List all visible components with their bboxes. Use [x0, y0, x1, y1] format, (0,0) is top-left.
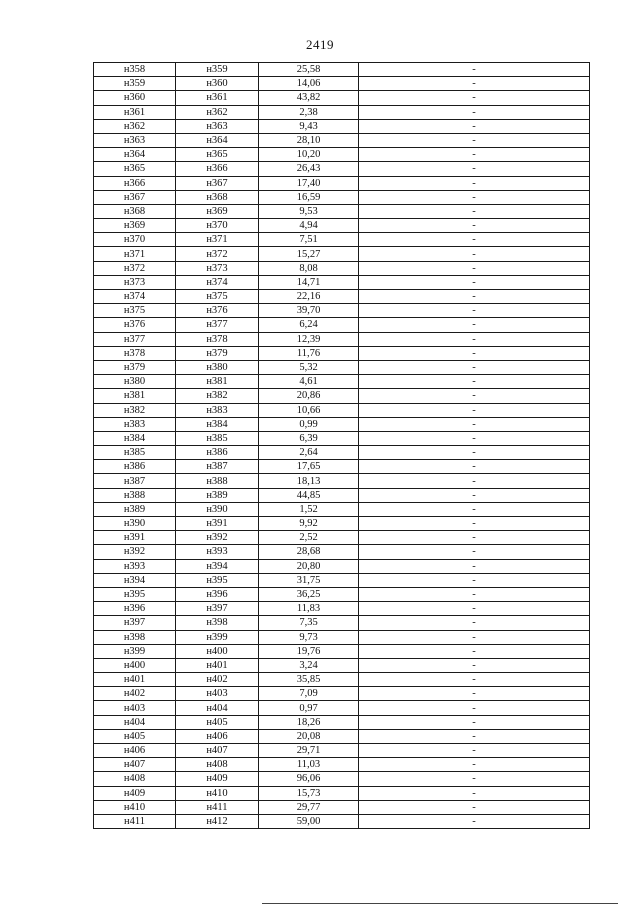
from-point-cell: н397: [94, 616, 176, 630]
from-point-cell: н378: [94, 346, 176, 360]
note-cell: -: [359, 800, 590, 814]
from-point-cell: н395: [94, 587, 176, 601]
note-cell: -: [359, 204, 590, 218]
length-cell: 29,71: [259, 744, 359, 758]
table-row: [94, 91, 590, 105]
length-cell: 7,51: [259, 233, 359, 247]
table-row: [94, 502, 590, 516]
from-point-cell: н389: [94, 502, 176, 516]
to-point-cell: н371: [176, 233, 259, 247]
to-point-cell: н373: [176, 261, 259, 275]
table-row: [94, 190, 590, 204]
table-body: [94, 63, 590, 829]
from-point-cell: н393: [94, 559, 176, 573]
from-point-cell: н410: [94, 800, 176, 814]
from-point-cell: н358: [94, 63, 176, 77]
table-row: [94, 247, 590, 261]
from-point-cell: н400: [94, 658, 176, 672]
note-cell: -: [359, 148, 590, 162]
to-point-cell: н395: [176, 573, 259, 587]
table-row: [94, 474, 590, 488]
table-row: [94, 318, 590, 332]
to-point-cell: н400: [176, 644, 259, 658]
note-cell: -: [359, 346, 590, 360]
from-point-cell: н371: [94, 247, 176, 261]
from-point-cell: н362: [94, 119, 176, 133]
table-row: [94, 800, 590, 814]
table-row: [94, 360, 590, 374]
to-point-cell: н385: [176, 431, 259, 445]
length-cell: 2,64: [259, 446, 359, 460]
length-cell: 0,99: [259, 417, 359, 431]
length-cell: 15,27: [259, 247, 359, 261]
table-row: [94, 204, 590, 218]
length-cell: 15,73: [259, 786, 359, 800]
to-point-cell: н396: [176, 587, 259, 601]
length-cell: 20,86: [259, 389, 359, 403]
note-cell: -: [359, 587, 590, 601]
note-cell: -: [359, 673, 590, 687]
note-cell: -: [359, 715, 590, 729]
length-cell: 26,43: [259, 162, 359, 176]
table-row: [94, 517, 590, 531]
length-cell: 25,58: [259, 63, 359, 77]
length-cell: 4,94: [259, 219, 359, 233]
from-point-cell: н408: [94, 772, 176, 786]
from-point-cell: н368: [94, 204, 176, 218]
note-cell: -: [359, 360, 590, 374]
note-cell: -: [359, 744, 590, 758]
to-point-cell: н380: [176, 360, 259, 374]
to-point-cell: н411: [176, 800, 259, 814]
length-cell: 8,08: [259, 261, 359, 275]
from-point-cell: н387: [94, 474, 176, 488]
length-cell: 43,82: [259, 91, 359, 105]
note-cell: -: [359, 460, 590, 474]
note-cell: -: [359, 630, 590, 644]
to-point-cell: н394: [176, 559, 259, 573]
table-row: [94, 105, 590, 119]
length-cell: 5,32: [259, 360, 359, 374]
length-cell: 10,66: [259, 403, 359, 417]
to-point-cell: н362: [176, 105, 259, 119]
note-cell: -: [359, 772, 590, 786]
table-row: [94, 758, 590, 772]
from-point-cell: н380: [94, 375, 176, 389]
length-cell: 31,75: [259, 573, 359, 587]
length-cell: 17,65: [259, 460, 359, 474]
length-cell: 6,39: [259, 431, 359, 445]
length-cell: 10,20: [259, 148, 359, 162]
to-point-cell: н382: [176, 389, 259, 403]
to-point-cell: н403: [176, 687, 259, 701]
length-cell: 6,24: [259, 318, 359, 332]
table-row: [94, 133, 590, 147]
note-cell: -: [359, 247, 590, 261]
table-row: [94, 431, 590, 445]
length-cell: 3,24: [259, 658, 359, 672]
note-cell: -: [359, 474, 590, 488]
to-point-cell: н388: [176, 474, 259, 488]
note-cell: -: [359, 190, 590, 204]
to-point-cell: н401: [176, 658, 259, 672]
from-point-cell: н363: [94, 133, 176, 147]
from-point-cell: н381: [94, 389, 176, 403]
from-point-cell: н372: [94, 261, 176, 275]
from-point-cell: н385: [94, 446, 176, 460]
note-cell: -: [359, 219, 590, 233]
length-cell: 59,00: [259, 814, 359, 828]
from-point-cell: н399: [94, 644, 176, 658]
table-row: [94, 261, 590, 275]
length-cell: 14,71: [259, 275, 359, 289]
length-cell: 39,70: [259, 304, 359, 318]
length-cell: 19,76: [259, 644, 359, 658]
note-cell: -: [359, 304, 590, 318]
length-cell: 14,06: [259, 77, 359, 91]
table-row: [94, 658, 590, 672]
table-row: [94, 772, 590, 786]
note-cell: -: [359, 644, 590, 658]
note-cell: -: [359, 786, 590, 800]
length-cell: 9,53: [259, 204, 359, 218]
note-cell: -: [359, 658, 590, 672]
to-point-cell: н381: [176, 375, 259, 389]
to-point-cell: н368: [176, 190, 259, 204]
to-point-cell: н364: [176, 133, 259, 147]
table-row: [94, 814, 590, 828]
from-point-cell: н407: [94, 758, 176, 772]
from-point-cell: н402: [94, 687, 176, 701]
to-point-cell: н372: [176, 247, 259, 261]
length-cell: 96,06: [259, 772, 359, 786]
from-point-cell: н401: [94, 673, 176, 687]
length-cell: 7,09: [259, 687, 359, 701]
length-cell: 28,68: [259, 545, 359, 559]
length-cell: 20,80: [259, 559, 359, 573]
length-cell: 7,35: [259, 616, 359, 630]
from-point-cell: н375: [94, 304, 176, 318]
to-point-cell: н370: [176, 219, 259, 233]
boundary-segments-table: [93, 62, 590, 829]
table-row: [94, 786, 590, 800]
note-cell: -: [359, 403, 590, 417]
to-point-cell: н366: [176, 162, 259, 176]
to-point-cell: н361: [176, 91, 259, 105]
table-row: [94, 673, 590, 687]
to-point-cell: н369: [176, 204, 259, 218]
from-point-cell: н396: [94, 602, 176, 616]
to-point-cell: н409: [176, 772, 259, 786]
to-point-cell: н406: [176, 729, 259, 743]
table-row: [94, 616, 590, 630]
note-cell: -: [359, 687, 590, 701]
table-row: [94, 630, 590, 644]
length-cell: 2,52: [259, 531, 359, 545]
note-cell: -: [359, 133, 590, 147]
to-point-cell: н398: [176, 616, 259, 630]
from-point-cell: н406: [94, 744, 176, 758]
to-point-cell: н389: [176, 488, 259, 502]
table-row: [94, 602, 590, 616]
to-point-cell: н384: [176, 417, 259, 431]
table-row: [94, 219, 590, 233]
from-point-cell: н366: [94, 176, 176, 190]
length-cell: 35,85: [259, 673, 359, 687]
note-cell: -: [359, 545, 590, 559]
to-point-cell: н408: [176, 758, 259, 772]
table-row: [94, 573, 590, 587]
from-point-cell: н386: [94, 460, 176, 474]
from-point-cell: н403: [94, 701, 176, 715]
from-point-cell: н398: [94, 630, 176, 644]
note-cell: -: [359, 602, 590, 616]
to-point-cell: н392: [176, 531, 259, 545]
note-cell: -: [359, 233, 590, 247]
table-row: [94, 729, 590, 743]
table-row: [94, 715, 590, 729]
to-point-cell: н367: [176, 176, 259, 190]
note-cell: -: [359, 559, 590, 573]
length-cell: 22,16: [259, 290, 359, 304]
from-point-cell: н370: [94, 233, 176, 247]
length-cell: 11,03: [259, 758, 359, 772]
length-cell: 9,43: [259, 119, 359, 133]
length-cell: 29,77: [259, 800, 359, 814]
length-cell: 1,52: [259, 502, 359, 516]
note-cell: -: [359, 261, 590, 275]
to-point-cell: н405: [176, 715, 259, 729]
note-cell: -: [359, 502, 590, 516]
note-cell: -: [359, 488, 590, 502]
from-point-cell: н361: [94, 105, 176, 119]
length-cell: 44,85: [259, 488, 359, 502]
table-row: [94, 460, 590, 474]
note-cell: -: [359, 517, 590, 531]
from-point-cell: н376: [94, 318, 176, 332]
table-row: [94, 687, 590, 701]
length-cell: 0,97: [259, 701, 359, 715]
to-point-cell: н377: [176, 318, 259, 332]
note-cell: -: [359, 63, 590, 77]
note-cell: -: [359, 375, 590, 389]
table-row: [94, 389, 590, 403]
note-cell: -: [359, 729, 590, 743]
from-point-cell: н405: [94, 729, 176, 743]
table-row: [94, 332, 590, 346]
from-point-cell: н373: [94, 275, 176, 289]
from-point-cell: н369: [94, 219, 176, 233]
table-row: [94, 346, 590, 360]
note-cell: -: [359, 701, 590, 715]
note-cell: -: [359, 162, 590, 176]
from-point-cell: н391: [94, 531, 176, 545]
from-point-cell: н382: [94, 403, 176, 417]
table-row: [94, 63, 590, 77]
from-point-cell: н365: [94, 162, 176, 176]
note-cell: -: [359, 318, 590, 332]
length-cell: 11,83: [259, 602, 359, 616]
to-point-cell: н360: [176, 77, 259, 91]
to-point-cell: н404: [176, 701, 259, 715]
from-point-cell: н411: [94, 814, 176, 828]
length-cell: 12,39: [259, 332, 359, 346]
to-point-cell: н376: [176, 304, 259, 318]
to-point-cell: н365: [176, 148, 259, 162]
table-row: [94, 275, 590, 289]
note-cell: -: [359, 758, 590, 772]
from-point-cell: н409: [94, 786, 176, 800]
table-row: [94, 176, 590, 190]
length-cell: 4,61: [259, 375, 359, 389]
from-point-cell: н364: [94, 148, 176, 162]
from-point-cell: н367: [94, 190, 176, 204]
to-point-cell: н386: [176, 446, 259, 460]
to-point-cell: н410: [176, 786, 259, 800]
table-row: [94, 290, 590, 304]
length-cell: 9,92: [259, 517, 359, 531]
to-point-cell: н397: [176, 602, 259, 616]
length-cell: 28,10: [259, 133, 359, 147]
table-row: [94, 148, 590, 162]
length-cell: 20,08: [259, 729, 359, 743]
footer-divider: [262, 903, 618, 904]
note-cell: -: [359, 290, 590, 304]
note-cell: -: [359, 91, 590, 105]
table-row: [94, 531, 590, 545]
from-point-cell: н390: [94, 517, 176, 531]
table-row: [94, 77, 590, 91]
table-row: [94, 119, 590, 133]
table-row: [94, 701, 590, 715]
length-cell: 18,26: [259, 715, 359, 729]
to-point-cell: н379: [176, 346, 259, 360]
length-cell: 9,73: [259, 630, 359, 644]
to-point-cell: н375: [176, 290, 259, 304]
to-point-cell: н387: [176, 460, 259, 474]
table-row: [94, 233, 590, 247]
from-point-cell: н359: [94, 77, 176, 91]
note-cell: -: [359, 176, 590, 190]
page-number: 2419: [306, 37, 334, 52]
to-point-cell: н378: [176, 332, 259, 346]
table-row: [94, 162, 590, 176]
table-row: [94, 545, 590, 559]
from-point-cell: н388: [94, 488, 176, 502]
length-cell: 11,76: [259, 346, 359, 360]
length-cell: 17,40: [259, 176, 359, 190]
table-row: [94, 559, 590, 573]
table-row: [94, 403, 590, 417]
table-row: [94, 417, 590, 431]
to-point-cell: н407: [176, 744, 259, 758]
table-row: [94, 488, 590, 502]
to-point-cell: н412: [176, 814, 259, 828]
to-point-cell: н402: [176, 673, 259, 687]
note-cell: -: [359, 77, 590, 91]
to-point-cell: н374: [176, 275, 259, 289]
length-cell: 18,13: [259, 474, 359, 488]
note-cell: -: [359, 573, 590, 587]
from-point-cell: н374: [94, 290, 176, 304]
note-cell: -: [359, 446, 590, 460]
to-point-cell: н393: [176, 545, 259, 559]
note-cell: -: [359, 119, 590, 133]
from-point-cell: н360: [94, 91, 176, 105]
table-row: [94, 446, 590, 460]
table-row: [94, 744, 590, 758]
note-cell: -: [359, 105, 590, 119]
to-point-cell: н391: [176, 517, 259, 531]
from-point-cell: н394: [94, 573, 176, 587]
table-row: [94, 304, 590, 318]
note-cell: -: [359, 275, 590, 289]
table-row: [94, 644, 590, 658]
from-point-cell: н383: [94, 417, 176, 431]
note-cell: -: [359, 814, 590, 828]
length-cell: 16,59: [259, 190, 359, 204]
to-point-cell: н359: [176, 63, 259, 77]
length-cell: 36,25: [259, 587, 359, 601]
note-cell: -: [359, 417, 590, 431]
note-cell: -: [359, 332, 590, 346]
note-cell: -: [359, 616, 590, 630]
length-cell: 2,38: [259, 105, 359, 119]
table-row: [94, 587, 590, 601]
from-point-cell: н379: [94, 360, 176, 374]
note-cell: -: [359, 431, 590, 445]
from-point-cell: н384: [94, 431, 176, 445]
to-point-cell: н390: [176, 502, 259, 516]
note-cell: -: [359, 389, 590, 403]
from-point-cell: н392: [94, 545, 176, 559]
from-point-cell: н404: [94, 715, 176, 729]
to-point-cell: н399: [176, 630, 259, 644]
from-point-cell: н377: [94, 332, 176, 346]
to-point-cell: н383: [176, 403, 259, 417]
note-cell: -: [359, 531, 590, 545]
to-point-cell: н363: [176, 119, 259, 133]
table-row: [94, 375, 590, 389]
